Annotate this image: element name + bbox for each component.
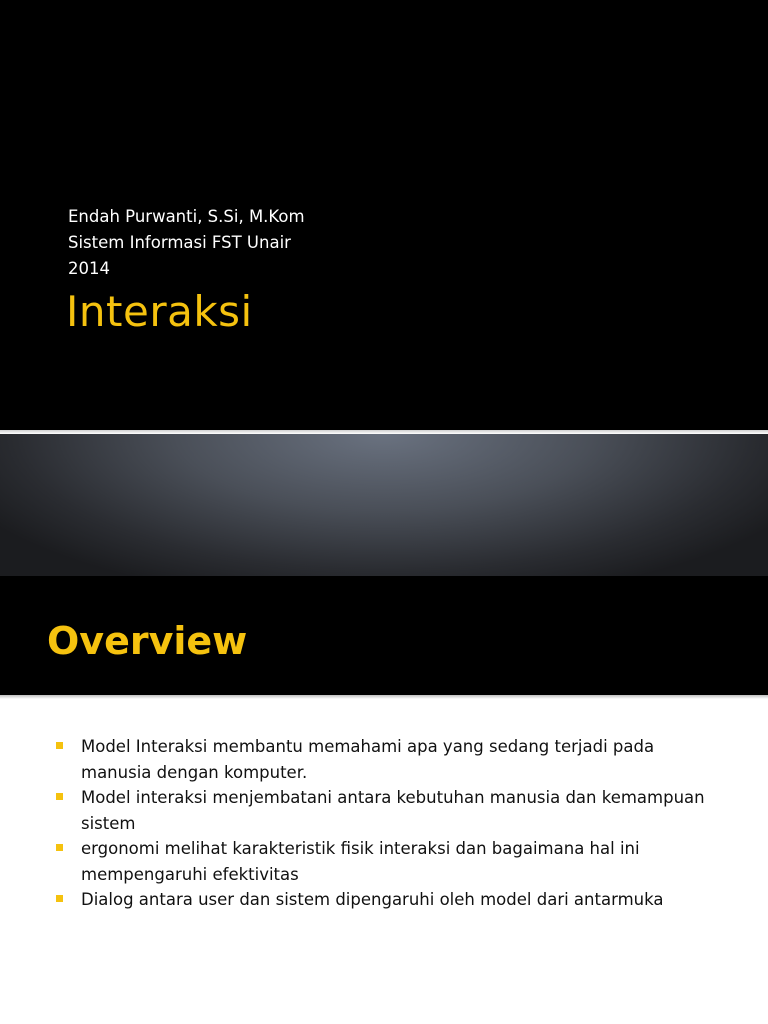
list-item — [0, 734, 768, 785]
list-item — [0, 887, 768, 913]
author-affiliation: Sistem Informasi FST Unair — [68, 233, 291, 252]
square-bullet-icon — [56, 742, 63, 749]
year: 2014 — [68, 259, 110, 278]
title-slide — [0, 0, 768, 430]
bullet-text: Model interaksi menjembatani antara kebutuhan manusia dan kemampuan sistem — [81, 788, 705, 833]
list-item — [0, 785, 768, 836]
decorative-band — [0, 434, 768, 576]
overview-title: Overview — [47, 619, 248, 663]
slide-title: Interaksi — [66, 287, 253, 336]
square-bullet-icon — [56, 793, 63, 800]
square-bullet-icon — [56, 844, 63, 851]
bullet-list — [0, 734, 768, 913]
author-block — [68, 204, 305, 282]
author-name: Endah Purwanti, S.Si, M.Kom — [68, 207, 305, 226]
bullet-text: ergonomi melihat karakteristik fisik interaksi dan bagaimana hal ini mempengaruhi efektivitas — [81, 839, 640, 884]
divider — [0, 695, 768, 699]
bullet-text: Model Interaksi membantu memahami apa yang sedang terjadi pada manusia dengan komputer. — [81, 737, 655, 782]
square-bullet-icon — [56, 895, 63, 902]
bullet-text: Dialog antara user dan sistem dipengaruhi oleh model dari antarmuka — [81, 890, 664, 909]
list-item — [0, 836, 768, 887]
